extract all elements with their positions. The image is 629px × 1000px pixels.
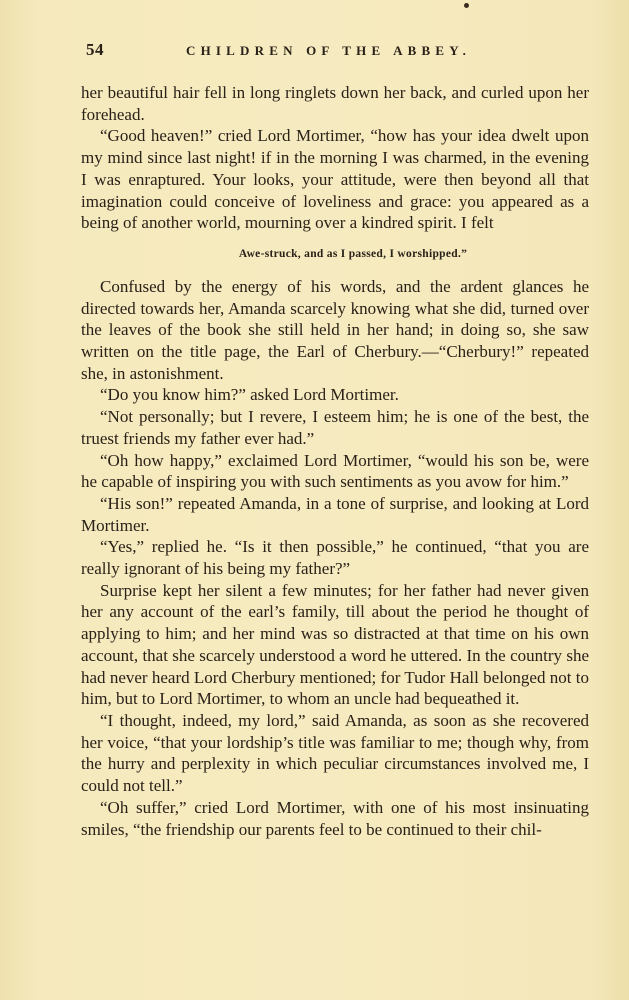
page-header — [86, 40, 538, 64]
paragraph: Confused by the energy of his words, and the ardent glances he directed towards her, Amanda scarcely knowing what she did, turned over the leaves of the book she still held in her hand; in doing so, she saw written on the title page, the Earl of Cherbury.—“Cherbury!” repeated she, in astonishment. — [81, 276, 589, 383]
paragraph: “Yes,” replied he. “Is it then possible,” he continued, “that you are really ignorant of his being my father?” — [81, 537, 589, 579]
verse-quotation: Awe-struck, and as I passed, I worshipped.” — [238, 247, 468, 260]
paragraph: “Oh how happy,” exclaimed Lord Mortimer, “would his son be, were he capable of inspiring you with such sentiments as you avow for him.” — [81, 450, 589, 492]
ink-speck — [464, 3, 469, 8]
body-text — [81, 82, 589, 840]
paragraph: “Oh suffer,” cried Lord Mortimer, with one of his most insinuating smiles, “the friendship our parents feel to be continued to their chil- — [81, 797, 589, 839]
running-head: CHILDREN OF THE ABBEY. — [186, 43, 472, 58]
paragraph: “Do you know him?” asked Lord Mortimer. — [100, 385, 399, 405]
page-number: 54 — [86, 40, 104, 59]
paragraph: “His son!” repeated Amanda, in a tone of surprise, and looking at Lord Mortimer. — [81, 493, 589, 535]
paragraph: “I thought, indeed, my lord,” said Amanda, as soon as she recovered her voice, “that your lordship’s title was familiar to me; though why, from the hurry and perplexity in which peculiar circumstances involved me, I could not tell.” — [81, 710, 589, 796]
paragraph: “Not personally; but I revere, I esteem him; he is one of the best, the truest friends my father ever had.” — [81, 407, 589, 448]
paragraph: her beautiful hair fell in long ringlets down her back, and curled upon her forehead. — [81, 83, 589, 124]
paragraph: Surprise kept her silent a few minutes; for her father had never given her any account of the earl’s family, till about the period he thought of applying to him; and her mind was so distracted at that time on his own account, that she scarcely understood a word he uttered. In the country she had never heard Lord Cherbury mentioned; for Tudor Hall belonged not to him, but to Lord Mortimer, to whom an uncle had bequeathed it. — [81, 580, 589, 709]
paragraph: “Good heaven!” cried Lord Mortimer, “how has your idea dwelt upon my mind since last night! if in the morning I was charmed, in the evening I was enraptured. Your looks, your attitude, were then beyond all that imagination could conceive of loveliness and grace: you appeared as a being of another world, mourning over a kindred spirit. I felt — [81, 126, 589, 233]
